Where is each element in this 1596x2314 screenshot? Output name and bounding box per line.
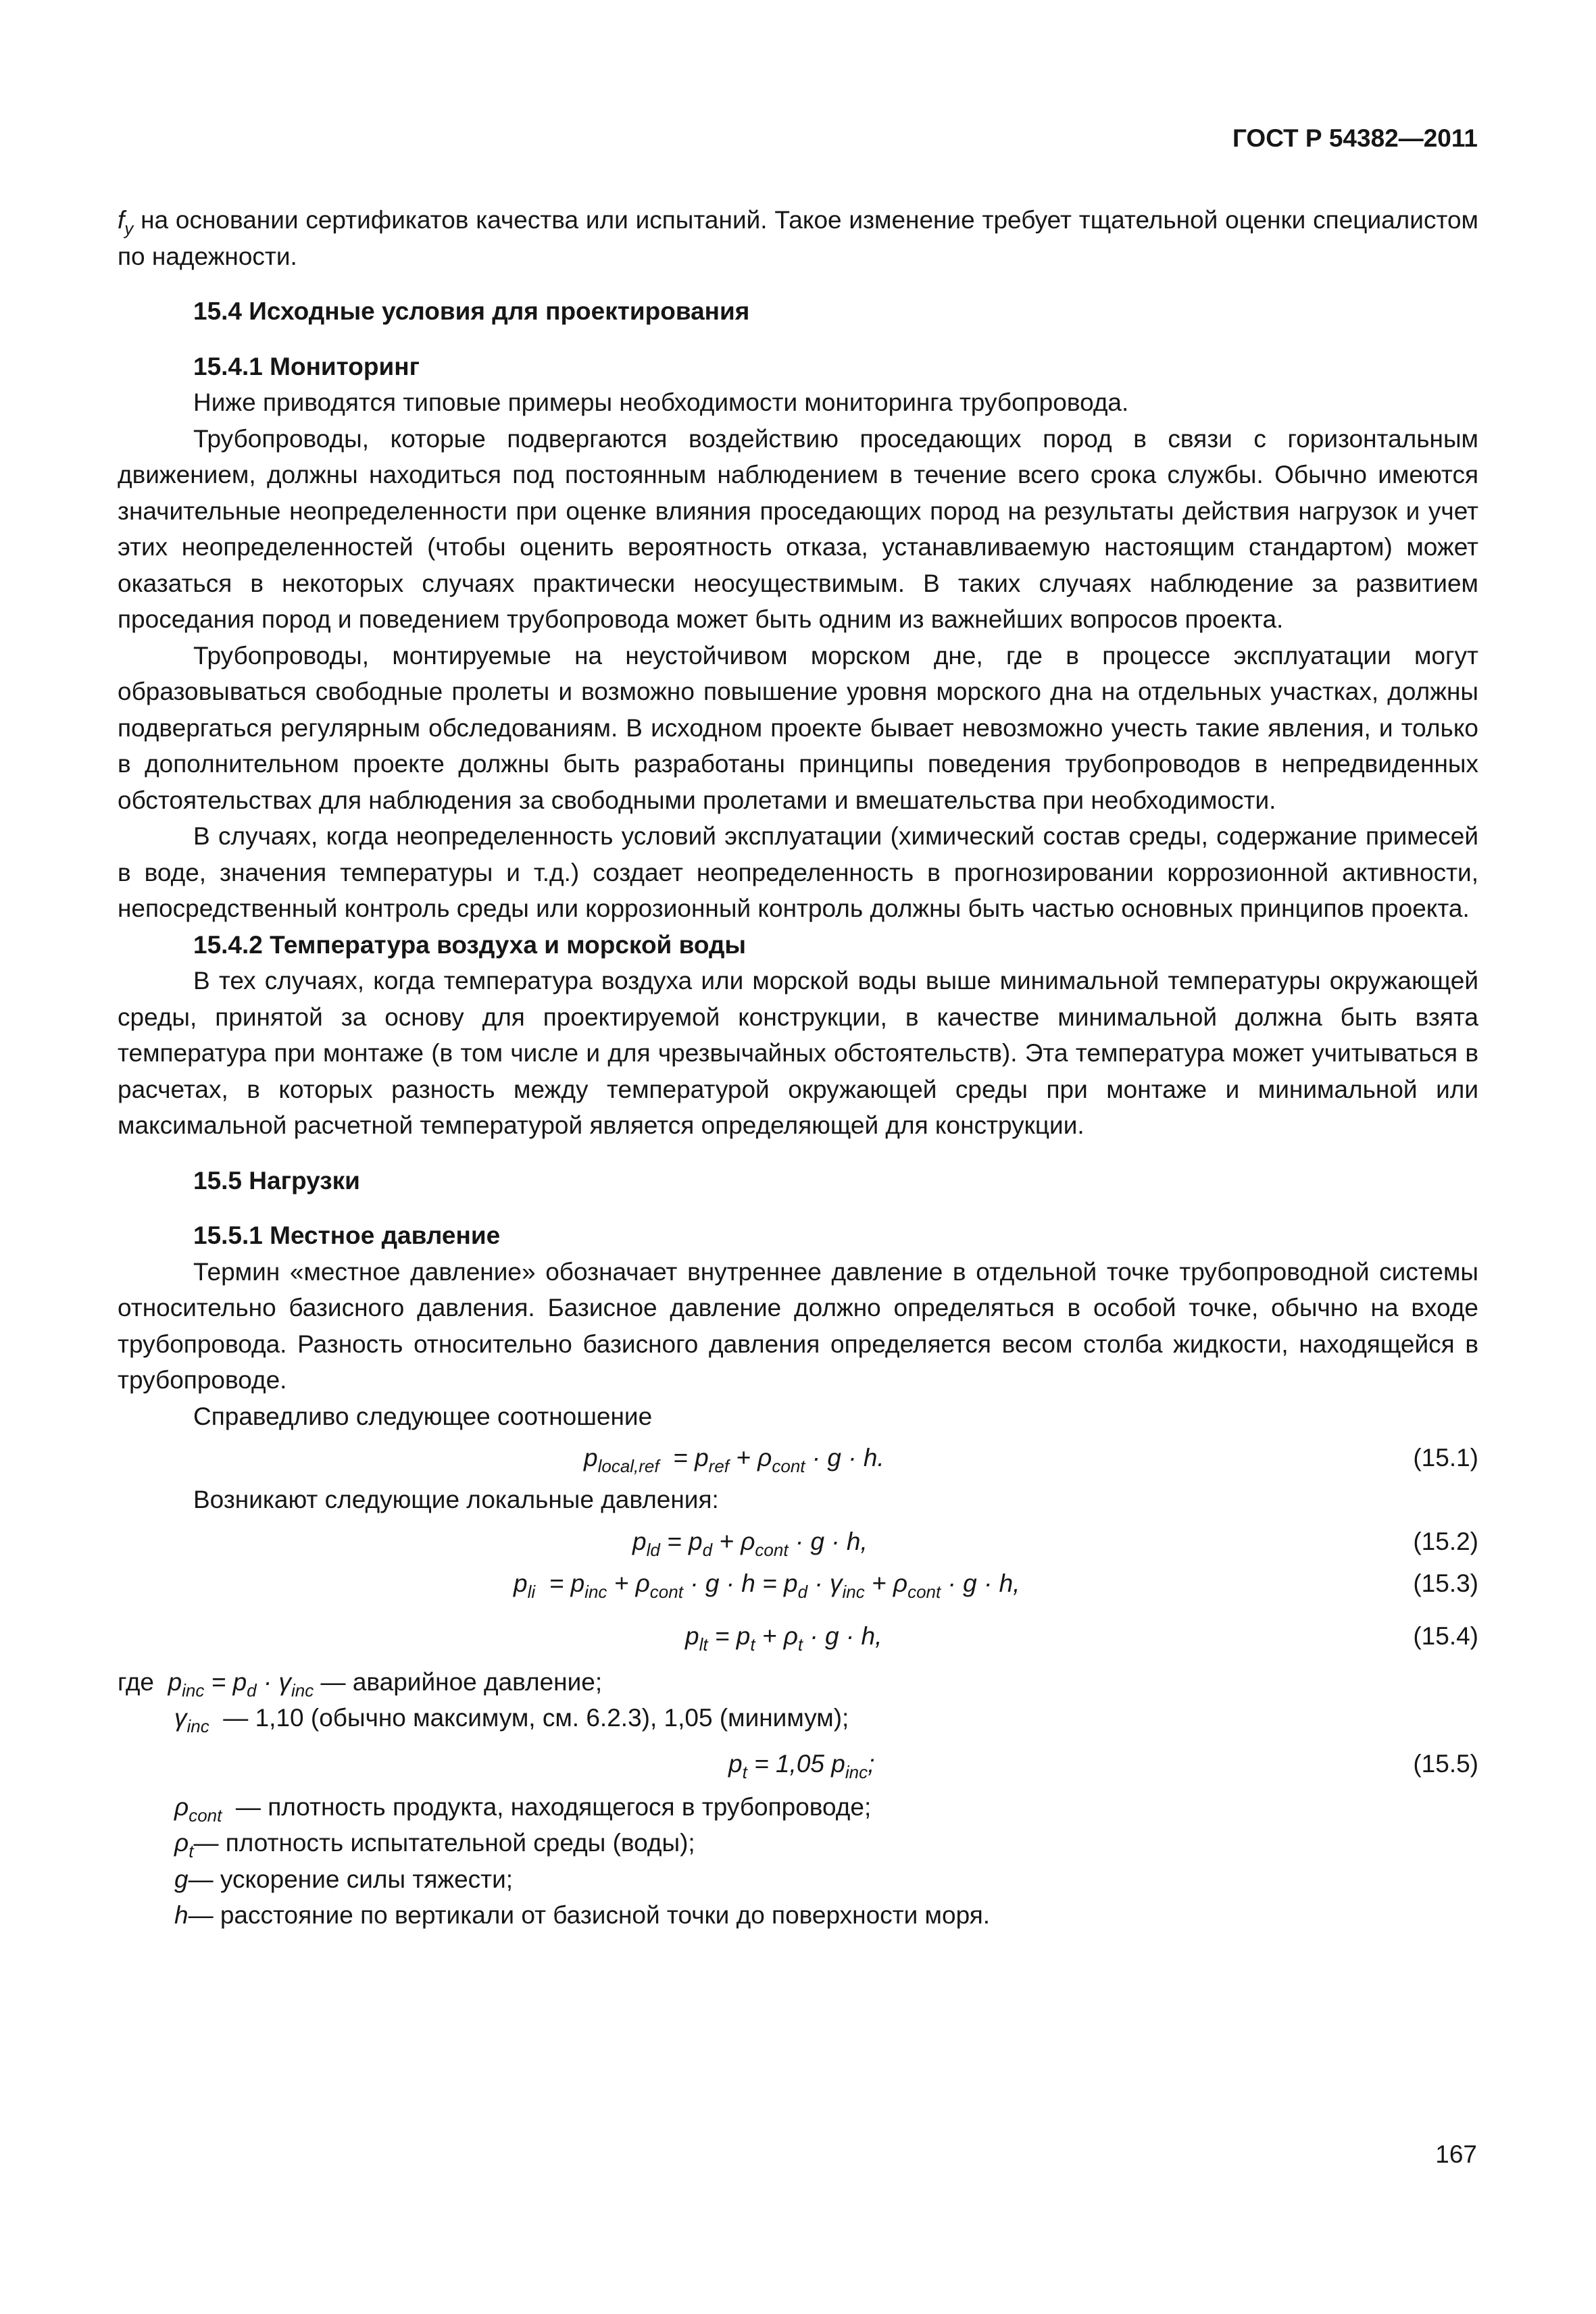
equation-15-1-number: (15.1): [1413, 1444, 1478, 1472]
equation-15-5: [118, 1736, 1478, 1789]
monitoring-paragraph-3: Трубопроводы, монтируемые на неустойчивом морском дне, где в процессе эксплуатации могут образовываться свободные пролеты и возможно повышение уровня морского дна на отдельных участках, должны подвергаться регулярным обследованиям. В исходном проекте бывает невозможно учесть такие явления, и только в дополнительном проекте должны быть разработаны принципы поведения трубопроводов в непредвиденных обстоятельствах для наблюдения за свободными пролетами и вмешательства при необходимости.: [118, 641, 1478, 814]
equation-15-5-number: (15.5): [1413, 1749, 1478, 1778]
page-number: 167: [1435, 2140, 1477, 2168]
equation-15-4: [118, 1613, 1478, 1660]
definition-g: g— ускорение силы тяжести;: [174, 1865, 514, 1893]
equation-15-3-expression: $p_{li} = p_{inc} + \rho_{cont} \cdot g \cdot h = p_d \cdot \gamma_{inc} + \rho_{cont} \cdot g \cdot h$,: [514, 1569, 1020, 1602]
definition-h: h— расстояние по вертикали от базисной точки до поверхности моря.: [174, 1901, 991, 1929]
equation-15-5-expression: $p_t = 1,05$ $p_{inc}$;: [728, 1749, 875, 1782]
monitoring-paragraph-2: Трубопроводы, которые подвергаются воздействию проседающих пород в связи с горизонтальным движением, должны находиться под постоянным наблюдением в течение всего срока службы. Обычно имеются значительные неопределенности при оценке влияния проседающих пород на результаты действия нагрузок и учет этих неопределенностей (чтобы оценить вероятность отказа, устанавливаемую настоящим стандартом) может оказаться в некоторых случаях практически неосуществимым. В таких случаях наблюдение за развитием проседания пород и поведением трубопровода может быть одним из важнейших вопросов проекта.: [118, 424, 1478, 633]
equation-15-1: [118, 1434, 1478, 1482]
section-15-4-heading: 15.4 Исходные условия для проектирования: [193, 297, 750, 325]
local-pressures-intro: Возникают следующие локальные давления:: [193, 1486, 719, 1513]
yield-strength-symbol: $f_y$: [118, 206, 134, 238]
section-15-5-heading: 15.5 Нагрузки: [193, 1166, 360, 1194]
equation-15-4-expression: $p_{lt} = p_t + \rho_t \cdot g \cdot h$,: [685, 1621, 882, 1655]
definition-rho-t: $\rho_t—$ плотность испытательной среды (воды);: [174, 1829, 695, 1861]
section-15-4-1-heading: 15.4.1 Мониторинг: [193, 352, 420, 380]
definition-gamma-inc: $\gamma_{inc}$ — 1,10 (обычно максимум, см. 6.2.3), 1,05 (минимум);: [174, 1704, 849, 1736]
section-15-4-2-heading: 15.4.2 Температура воздуха и морской воды: [193, 930, 747, 959]
temperature-paragraph: В тех случаях, когда температура воздуха или морской воды выше минимальной температуры окружающей среды, принятой за основу для проектируемой конструкции, в качестве минимальной должна быть взята температура при монтаже (в том числе и для чрезвычайных обстоятельств). Эта температура может учитываться в расчетах, в которых разность между температурой окружающей среды при монтаже и минимальной или максимальной расчетной температурой является определяющей для конструкции.: [118, 967, 1478, 1139]
intro-paragraph: $f_y$ на основании сертификатов качества или испытаний. Такое изменение требует тщательной оценки специалистом по надежности.: [118, 206, 1478, 270]
local-pressure-paragraph: Термин «местное давление» обозначает внутреннее давление в отдельной точке трубопроводной системы относительно базисного давления. Базисное давление должно определяться в особой точке, обычно на входе трубопровода. Разность относительно базисного давления определяется весом столба жидкости, находящейся в трубопроводе.: [118, 1257, 1478, 1394]
definition-p-inc: где $p_{inc} = p_d \cdot \gamma_{inc}$ — аварийное давление;: [118, 1667, 603, 1701]
equation-15-2-number: (15.2): [1413, 1527, 1478, 1555]
equation-15-2: [118, 1518, 1478, 1565]
section-15-5-1-heading: 15.5.1 Местное давление: [193, 1222, 501, 1249]
relation-intro: Справедливо следующее соотношение: [193, 1402, 653, 1430]
equation-15-3-number: (15.3): [1413, 1569, 1478, 1597]
equation-15-1-expression: $p_{local,ref} = p_{ref} + \rho_{cont} \cdot g \cdot h$.: [584, 1444, 884, 1476]
page-body: [118, 202, 1478, 1934]
equation-15-2-expression: $p_{ld} = p_d + \rho_{cont} \cdot g \cdot h$,: [632, 1527, 868, 1560]
definition-rho-cont: $\rho_{cont}$ — плотность продукта, находящегося в трубопроводе;: [174, 1792, 872, 1826]
document-code-header: ГОСТ Р 54382—2011: [1232, 124, 1478, 152]
equation-15-4-number: (15.4): [1413, 1621, 1478, 1650]
equation-15-3: [118, 1565, 1478, 1613]
monitoring-paragraph-4: В случаях, когда неопределенность условий эксплуатации (химический состав среды, содержание примесей в воде, значения температуры и т.д.) создает неопределенность в прогнозировании коррозионной активности, непосредственный контроль среды или коррозионный контроль должны быть частью основных принципов проекта.: [118, 822, 1478, 922]
monitoring-paragraph-1: Ниже приводятся типовые примеры необходимости мониторинга трубопровода.: [193, 388, 1129, 416]
